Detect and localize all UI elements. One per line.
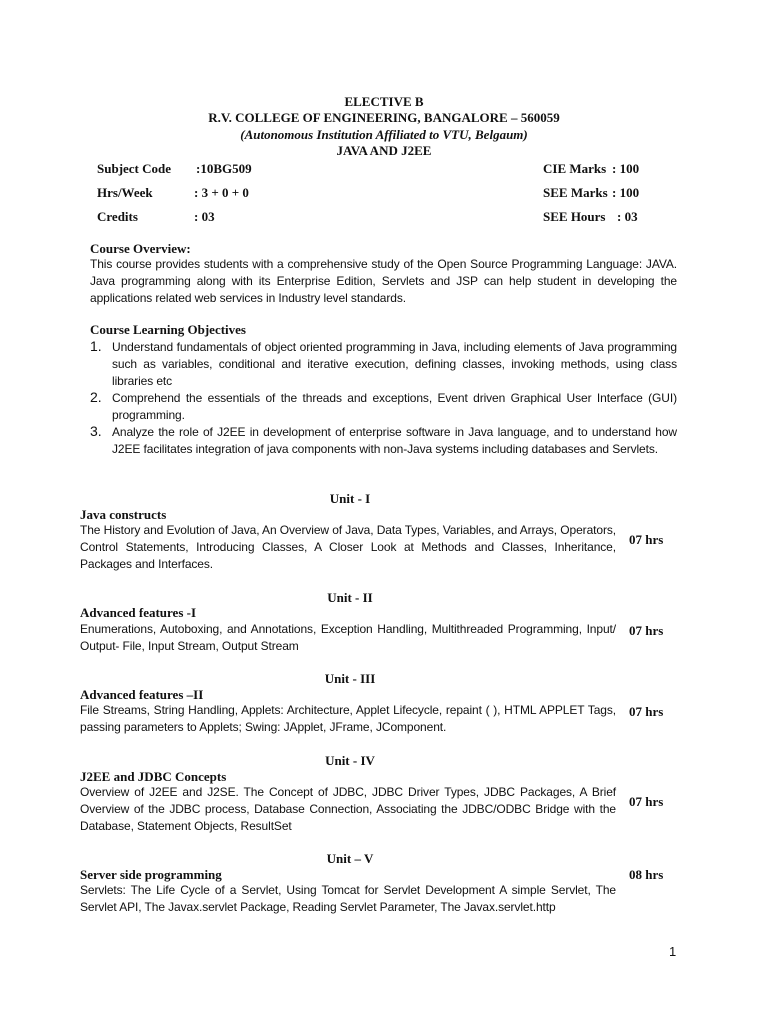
unit-hours: 07 hrs <box>629 532 664 547</box>
objective-item: Understand fundamentals of object oriented programming in Java, including elements of Java programming such as variables, conditional and iterative execution, defining classes, invoking methods, using class libraries etc <box>112 340 677 388</box>
unit-heading: Unit - III <box>324 671 376 686</box>
objective-item: Comprehend the essentials of the threads and exceptions, Event driven Graphical User Interface (GUI) programming. <box>112 391 677 422</box>
cie-marks-value: : 100 <box>612 161 640 176</box>
unit-topic-title: Advanced features –II <box>80 687 204 702</box>
unit-content: Enumerations, Autoboxing, and Annotations, Exception Handling, Multithreaded Programming, Input/ Output- File, Input Stream, Output Stream <box>80 622 616 653</box>
objective-number: 2. <box>90 389 102 405</box>
subject-code-value: :10BG509 <box>196 161 252 176</box>
elective-heading: ELECTIVE B <box>344 94 424 109</box>
unit-hours: 07 hrs <box>629 623 664 638</box>
unit-heading: Unit – V <box>326 851 374 866</box>
unit-heading: Unit - II <box>327 590 373 605</box>
credits-label: Credits <box>97 209 138 224</box>
course-overview-text: This course provides students with a comprehensive study of the Open Source Programming Language: JAVA. Java programming along with its Enterprise Edition, Servlets and JSP can help student in developing the applications related web services in Industry level standards. <box>90 257 677 305</box>
unit-content: The History and Evolution of Java, An Overview of Java, Data Types, Variables, and Arrays, Operators, Control Statements, Introducing Classes, A Closer Look at Methods and Classes, Inheritance, Packages and Interfaces. <box>80 523 616 571</box>
hrs-week-value: : 3 + 0 + 0 <box>194 185 249 200</box>
college-affiliation: (Autonomous Institution Affiliated to VTU, Belgaum) <box>240 127 528 142</box>
credits-value: : 03 <box>194 209 215 224</box>
unit-topic-title: Java constructs <box>80 507 167 522</box>
objective-number: 3. <box>90 423 102 439</box>
unit-topic-title: Server side programming <box>80 867 222 882</box>
unit-content: Overview of J2EE and J2SE. The Concept of JDBC, JDBC Driver Types, JDBC Packages, A Brief Overview of the JDBC process, Database Connection, Associating the JDBC/ODBC Bridge with the Database, Statement Objects, ResultSet <box>80 785 616 833</box>
course-overview-heading: Course Overview: <box>90 241 191 256</box>
unit-hours: 07 hrs <box>629 794 664 809</box>
college-name: R.V. COLLEGE OF ENGINEERING, BANGALORE – 560059 <box>208 110 560 125</box>
unit-hours: 08 hrs <box>629 867 664 882</box>
objective-number: 1. <box>90 338 102 354</box>
objective-item: Analyze the role of J2EE in development of enterprise software in Java language, and to understand how J2EE facilitates integration of java components with non-Java systems including databases and Servlets. <box>112 425 677 456</box>
see-hours-value: : 03 <box>617 209 638 224</box>
objectives-heading: Course Learning Objectives <box>90 322 246 337</box>
cie-marks-label: CIE Marks <box>543 161 607 176</box>
hrs-week-label: Hrs/Week <box>97 185 153 200</box>
see-hours-label: SEE Hours <box>543 209 606 224</box>
unit-hours: 07 hrs <box>629 704 664 719</box>
subject-code-label: Subject Code <box>97 161 172 176</box>
unit-heading: Unit - I <box>329 491 371 506</box>
unit-heading: Unit - IV <box>325 753 375 768</box>
unit-topic-title: Advanced features -I <box>80 605 197 620</box>
unit-content: Servlets: The Life Cycle of a Servlet, Using Tomcat for Servlet Development A simple Servlet, The Servlet API, The Javax.servlet Package, Reading Servlet Parameter, The Javax.servlet.http <box>80 883 616 914</box>
unit-topic-title: J2EE and JDBC Concepts <box>80 769 227 784</box>
see-marks-value: : 100 <box>612 185 640 200</box>
unit-content: File Streams, String Handling, Applets: Architecture, Applet Lifecycle, repaint ( ), HTML APPLET Tags, passing parameters to Applets; Swing: JApplet, JFrame, JComponent. <box>80 703 616 734</box>
page-number: 1 <box>669 944 677 959</box>
course-title: JAVA AND J2EE <box>336 143 432 158</box>
see-marks-label: SEE Marks <box>543 185 608 200</box>
